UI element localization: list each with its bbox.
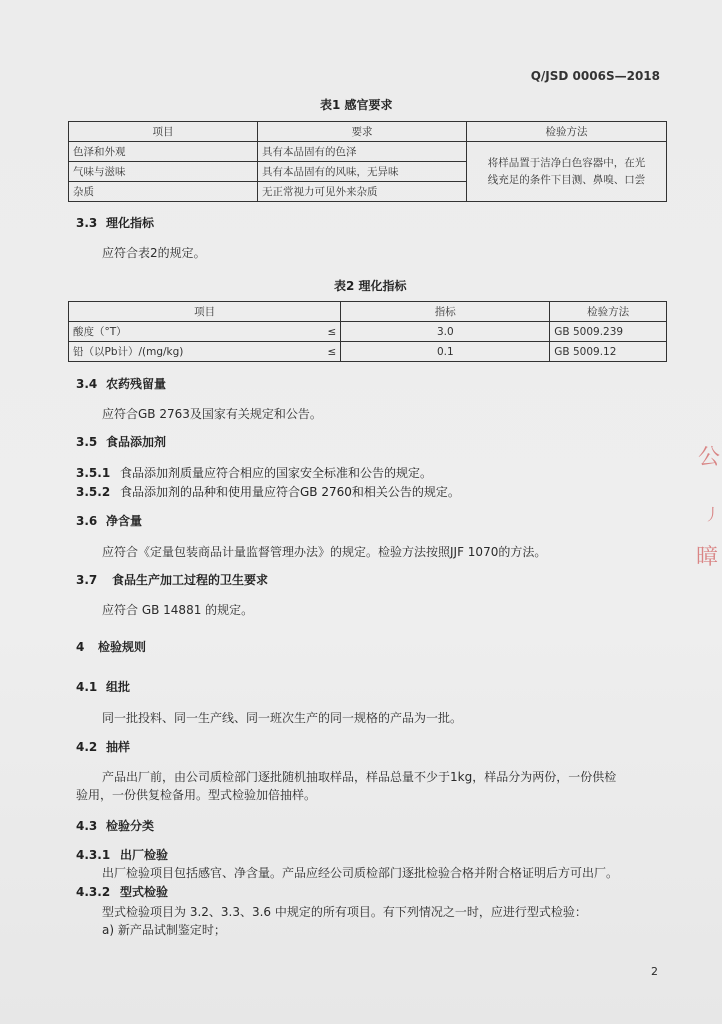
table1-caption: 表1 感官要求: [320, 98, 393, 112]
table-header-row: [69, 122, 667, 142]
table-cell: 具有本品固有的色泽: [258, 142, 467, 162]
seal-stamp-fragment: [696, 440, 722, 610]
subsection: [76, 846, 168, 863]
section-number: 3.7: [76, 573, 98, 587]
subsection-number: 3.5.1: [76, 466, 111, 480]
table-cell: 0.1: [341, 342, 550, 362]
table-cell: 具有本品固有的风味，无异味: [258, 162, 467, 182]
section-heading: [76, 375, 166, 392]
section-title: 食品生产加工过程的卫生要求: [112, 573, 269, 587]
section-number: 3.5: [76, 435, 98, 449]
section-heading: [76, 678, 130, 695]
table-row: [69, 342, 667, 362]
chapter-heading: [76, 638, 146, 655]
paragraph: 应符合 GB 14881 的规定。: [102, 603, 254, 617]
table-cell-method: [467, 142, 667, 202]
table-header-cell: 项目: [69, 302, 341, 322]
section-title: 检验规则: [98, 640, 147, 654]
paragraph: 同一批投料、同一生产线、同一班次生产的同一规格的产品为一批。: [102, 711, 463, 725]
section-number: 4: [76, 640, 85, 654]
table-cell: 铅（以Pb计）/(mg/kg): [69, 342, 319, 362]
subsection-title: 出厂检验: [120, 848, 169, 862]
paragraph-line: 验用，一份供复检备用。型式检验加倍抽样。: [76, 788, 317, 802]
section-number: 3.4: [76, 377, 98, 391]
table-header-cell: 要求: [258, 122, 467, 142]
table2-physicochemical: [68, 301, 667, 362]
section-heading: [76, 571, 268, 588]
table-cell: 气味与滋味: [69, 162, 258, 182]
section-number: 4.3: [76, 819, 98, 833]
page-number: 2: [651, 965, 658, 978]
table-header-row: [69, 302, 667, 322]
table-cell: GB 5009.239: [550, 322, 667, 342]
table1-sensory: [68, 121, 667, 202]
stamp-char: 公: [698, 445, 721, 470]
table-cell: 无正常视力可见外来杂质: [258, 182, 467, 202]
subsection-text: 食品添加剂质量应符合相应的国家安全标准和公告的规定。: [120, 466, 433, 480]
method-line: 线充足的条件下目测、鼻嗅、口尝: [487, 173, 646, 186]
section-heading: [76, 512, 142, 529]
section-number: 3.6: [76, 514, 98, 528]
subsection: [76, 483, 460, 500]
paragraph-line: 产品出厂前，由公司质检部门逐批随机抽取样品，样品总量不少于1kg，样品分为两份，一份供检: [102, 770, 617, 784]
section-heading: [76, 433, 166, 450]
section-title: 组批: [106, 680, 131, 694]
paragraph: 应符合表2的规定。: [102, 246, 206, 260]
section-heading: [76, 817, 154, 834]
table-cell: 酸度（°T）: [69, 322, 319, 342]
section-number: 4.1: [76, 680, 98, 694]
list-item: a) 新产品试制鉴定时；: [102, 923, 226, 937]
table-header-cell: 指标: [341, 302, 550, 322]
table-cell: 色泽和外观: [69, 142, 258, 162]
section-title: 检验分类: [106, 819, 155, 833]
table-row: [69, 322, 667, 342]
subsection-text: 食品添加剂的品种和使用量应符合GB 2760和相关公告的规定。: [120, 485, 460, 499]
table-row: [69, 142, 667, 162]
section-number: 3.3: [76, 216, 98, 230]
subsection-number: 3.5.2: [76, 485, 111, 499]
section-heading: [76, 738, 130, 755]
subsection-title: 型式检验: [120, 885, 169, 899]
section-title: 理化指标: [106, 216, 155, 230]
section-title: 食品添加剂: [106, 435, 167, 449]
stamp-char: 丿: [704, 505, 721, 524]
subsection: [76, 464, 432, 481]
table-cell-operator: ≤: [318, 322, 341, 342]
standard-code: Q/JSD 0006S—2018: [530, 69, 660, 83]
table-cell: 3.0: [341, 322, 550, 342]
table-header-cell: 检验方法: [467, 122, 667, 142]
subsection-number: 4.3.1: [76, 848, 111, 862]
paragraph: 应符合GB 2763及国家有关规定和公告。: [102, 407, 322, 421]
section-title: 农药残留量: [106, 377, 167, 391]
method-line: 将样品置于洁净白色容器中，在光: [487, 156, 646, 169]
paragraph: 出厂检验项目包括感官、净含量。产品应经公司质检部门逐批检验合格并附合格证明后方可出厂。: [102, 866, 619, 880]
table-header-cell: 项目: [69, 122, 258, 142]
table-header-cell: 检验方法: [550, 302, 667, 322]
section-title: 净含量: [106, 514, 143, 528]
section-heading: [76, 214, 154, 231]
stamp-char: 暲: [696, 545, 719, 570]
section-title: 抽样: [106, 740, 131, 754]
subsection-number: 4.3.2: [76, 885, 111, 899]
table2-caption: 表2 理化指标: [334, 279, 407, 293]
table-cell-operator: ≤: [318, 342, 341, 362]
paragraph: 应符合《定量包装商品计量监督管理办法》的规定。检验方法按照JJF 1070的方法。: [102, 545, 547, 559]
table-cell: 杂质: [69, 182, 258, 202]
section-number: 4.2: [76, 740, 98, 754]
paragraph: 型式检验项目为 3.2、3.3、3.6 中规定的所有项目。有下列情况之一时，应进行型式检验：: [102, 905, 587, 919]
table-cell: GB 5009.12: [550, 342, 667, 362]
subsection: [76, 883, 168, 900]
